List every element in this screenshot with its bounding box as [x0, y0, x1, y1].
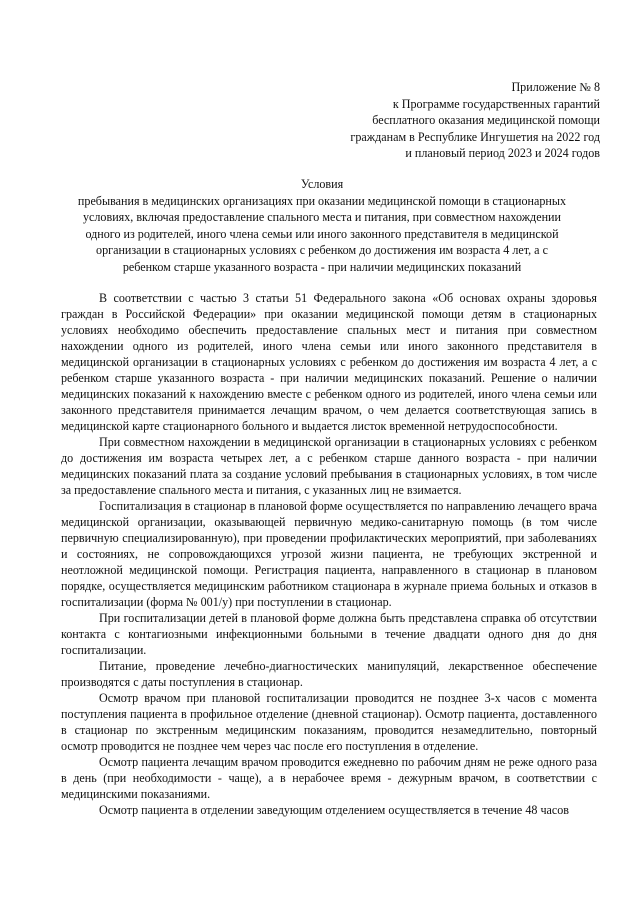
appendix-line: и плановый период 2023 и 2024 годов	[405, 146, 600, 160]
appendix-reference	[280, 79, 600, 162]
document-body	[61, 290, 597, 818]
title-line: одного из родителей, иного члена семьи или иного законного представителя в медицинской	[85, 226, 559, 241]
body-paragraph: В соответствии с частью 3 статьи 51 Федерального закона «Об основах охраны здоровья граждан в Российской Федерации» при оказании медицинской помощи детям в стационарных условиях необходимо обеспечить предоставление спальных мест и питания при совместном нахождении одного из родителей, иного члена семьи или иного законного представителя в медицинской организации в стационарных условиях с ребенком до достижения им возраста 4 лет, а с ребенком старше указанного возраста - при наличии медицинских показаний. Решение о наличии медицинских показаний к нахождению вместе с ребенком одного из родителей, иного члена семьи или законного представителя принимается лечащим врачом, о чем делается соответствующая запись в медицинской карте стационарного больного и выдается листок временной нетрудоспособности.	[61, 291, 597, 433]
body-paragraph: При госпитализации детей в плановой форме должна быть представлена справка об отсутствии контакта с контагиозными инфекционными больными в течение двадцати одного дня до дня госпитализации.	[61, 611, 597, 657]
title-heading: Условия	[300, 177, 344, 191]
appendix-line: к Программе государственных гарантий	[392, 96, 600, 111]
appendix-line: Приложение № 8	[511, 80, 600, 94]
title-line: условиях, включая предоставление спального места и питания, при совместном нахождении	[82, 210, 561, 224]
title-line: пребывания в медицинских организациях при оказании медицинской помощи в стационарных	[77, 193, 567, 208]
title-line: ребенком старше указанного возраста - при наличии медицинских показаний	[122, 259, 522, 274]
body-paragraph: Осмотр пациента лечащим врачом проводится ежедневно по рабочим дням не реже одного раза в день (при необходимости - чаще), а в нерабочее время - дежурным врачом, в соответствии с медицинскими показаниями.	[61, 755, 597, 801]
body-paragraph: Питание, проведение лечебно-диагностических манипуляций, лекарственное обеспечение производятся с даты поступления в стационар.	[61, 659, 597, 689]
title-line: организации в стационарных условиях с ребенком до достижения им возраста 4 лет, а с	[96, 243, 548, 257]
body-paragraph: Осмотр пациента в отделении заведующим отделением осуществляется в течение 48 часов	[99, 803, 570, 817]
document-title	[58, 176, 586, 275]
body-paragraph: При совместном нахождении в медицинской организации в стационарных условиях с ребенком до достижения им возраста четырех лет, а с ребенком старше данного возраста - при наличии медицинских показаний плата за создание условий пребывания в стационарных условиях, в том числе за предоставление спального места и питания, с указанных лиц не взимается.	[61, 435, 597, 497]
body-paragraph: Осмотр врачом при плановой госпитализации проводится не позднее 3-х часов с момента поступления пациента в профильное отделение (дневной стационар). Осмотр пациента, доставленного в стационар по экстренным медицинским показаниям, проводится незамедлительно, повторный осмотр проводится не позднее чем через час после его поступления в отделение.	[61, 691, 597, 753]
appendix-line: гражданам в Республике Ингушетия на 2022 год	[350, 129, 600, 144]
appendix-line: бесплатного оказания медицинской помощи	[372, 113, 600, 127]
body-paragraph: Госпитализация в стационар в плановой форме осуществляется по направлению лечащего врача медицинской организации, оказывающей первичную медико-санитарную помощь (в том числе первичную специализированную), при проведении профилактических мероприятий, при заболеваниях и состояниях, не сопровождающихся угрозой жизни пациента, не требующих экстренной и неотложной медицинской помощи. Регистрация пациента, направленного в стационар в плановом порядке, осуществляется медицинским работником стационара в журнале приема больных и отказов в госпитализации (форма № 001/у) при поступлении в стационар.	[61, 499, 597, 609]
